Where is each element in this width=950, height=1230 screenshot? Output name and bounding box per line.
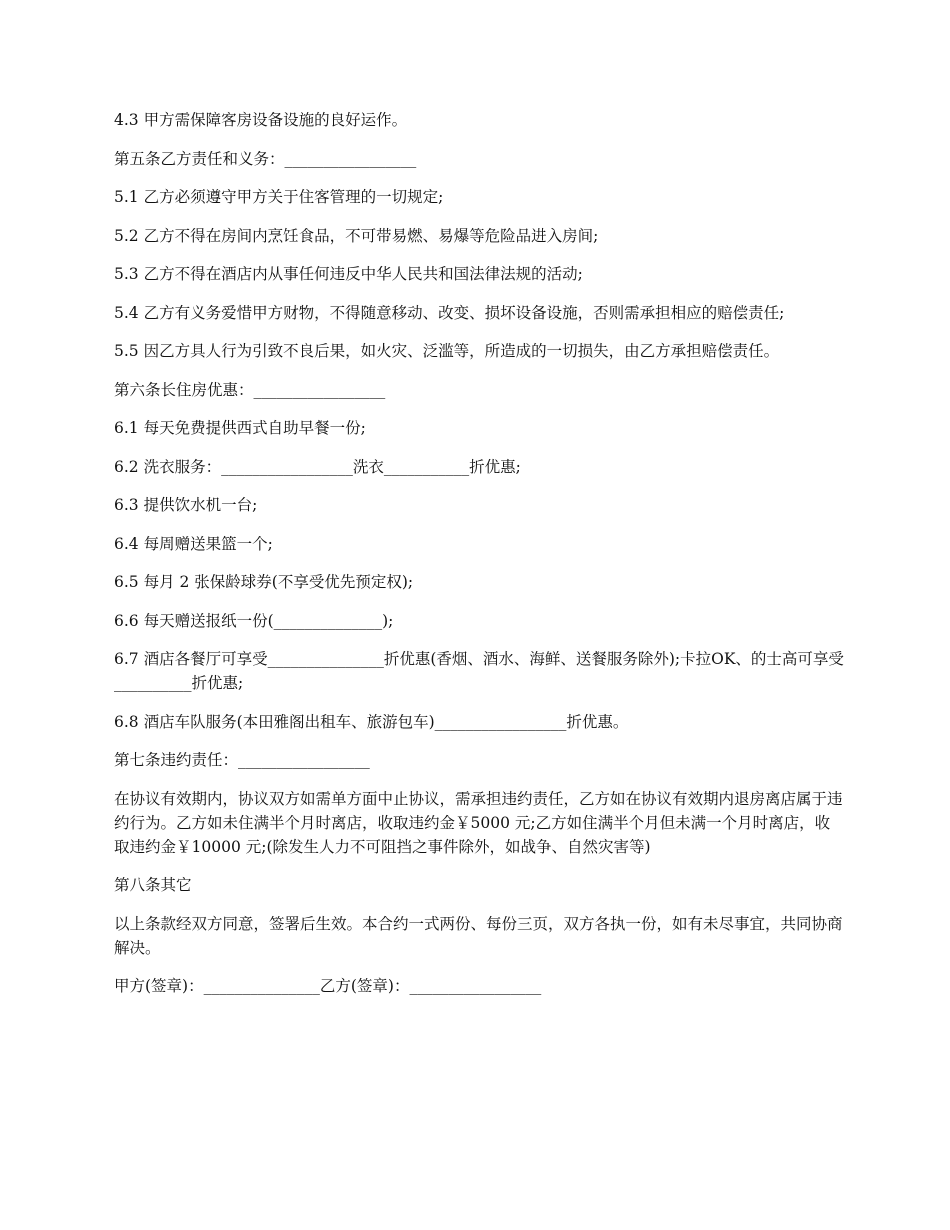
clause-5-5: 5.5 因乙方具人行为引致不良后果，如火灾、泛滥等，所造成的一切损失，由乙方承担赔偿责任。: [114, 342, 780, 360]
clause-6-5: 6.5 每月 2 张保龄球券(不享受优先预定权);: [114, 573, 414, 591]
article-6-heading: 第六条长住房优惠：_________________: [114, 380, 386, 399]
clause-6-7: 6.7 酒店各餐厅可享受_______________折优惠(香烟、酒水、海鲜、送餐服务除外);卡拉OK、的士高可享受__________折优惠;: [114, 650, 844, 692]
article-7-heading: 第七条违约责任：_________________: [114, 751, 370, 769]
clause-6-2: 6.2 洗衣服务：_________________洗衣___________折优惠;: [114, 457, 521, 476]
clause-4-3: 4.3 甲方需保障客房设备设施的良好运作。: [114, 111, 408, 129]
article-8-heading: 第八条其它: [114, 876, 192, 894]
clause-6-6: 6.6 每天赠送报纸一份(______________);: [114, 611, 394, 630]
clause-6-8: 6.8 酒店车队服务(本田雅阁出租车、旅游包车)_________________折优惠。: [114, 712, 629, 731]
clause-6-3: 6.3 提供饮水机一台;: [114, 496, 258, 514]
signature-line: 甲方(签章)：_______________乙方(签章)：_________________: [114, 977, 542, 995]
article-5-heading: 第五条乙方责任和义务：_________________: [114, 149, 417, 168]
article-8-body: 以上条款经双方同意，签署后生效。本合约一式两份、每份三页，双方各执一份，如有未尽事宜，共同协商解决。: [114, 914, 843, 957]
clause-5-1: 5.1 乙方必须遵守甲方关于住客管理的一切规定;: [114, 188, 444, 206]
clause-5-4: 5.4 乙方有义务爱惜甲方财物，不得随意移动、改变、损坏设备设施，否则需承担相应的赔偿责任;: [114, 303, 785, 322]
clause-6-1: 6.1 每天免费提供西式自助早餐一份;: [114, 419, 366, 437]
clause-5-2: 5.2 乙方不得在房间内烹饪食品，不可带易燃、易爆等危险品进入房间;: [114, 226, 599, 245]
article-7-body: 在协议有效期内，协议双方如需单方面中止协议，需承担违约责任，乙方如在协议有效期内退房离店属于违约行为。乙方如未住满半个月时离店，收取违约金￥5000 元;乙方如住满半个月但未满一个月时离店，收取违约金￥10000 元;(除发生人力不可阻挡之事件除外，如战争、自然灾害等): [114, 789, 843, 856]
document-page: [114, 108, 844, 1013]
clause-5-3: 5.3 乙方不得在酒店内从事任何违反中华人民共和国法律法规的活动;: [114, 265, 583, 283]
clause-6-4: 6.4 每周赠送果篮一个;: [114, 534, 273, 553]
